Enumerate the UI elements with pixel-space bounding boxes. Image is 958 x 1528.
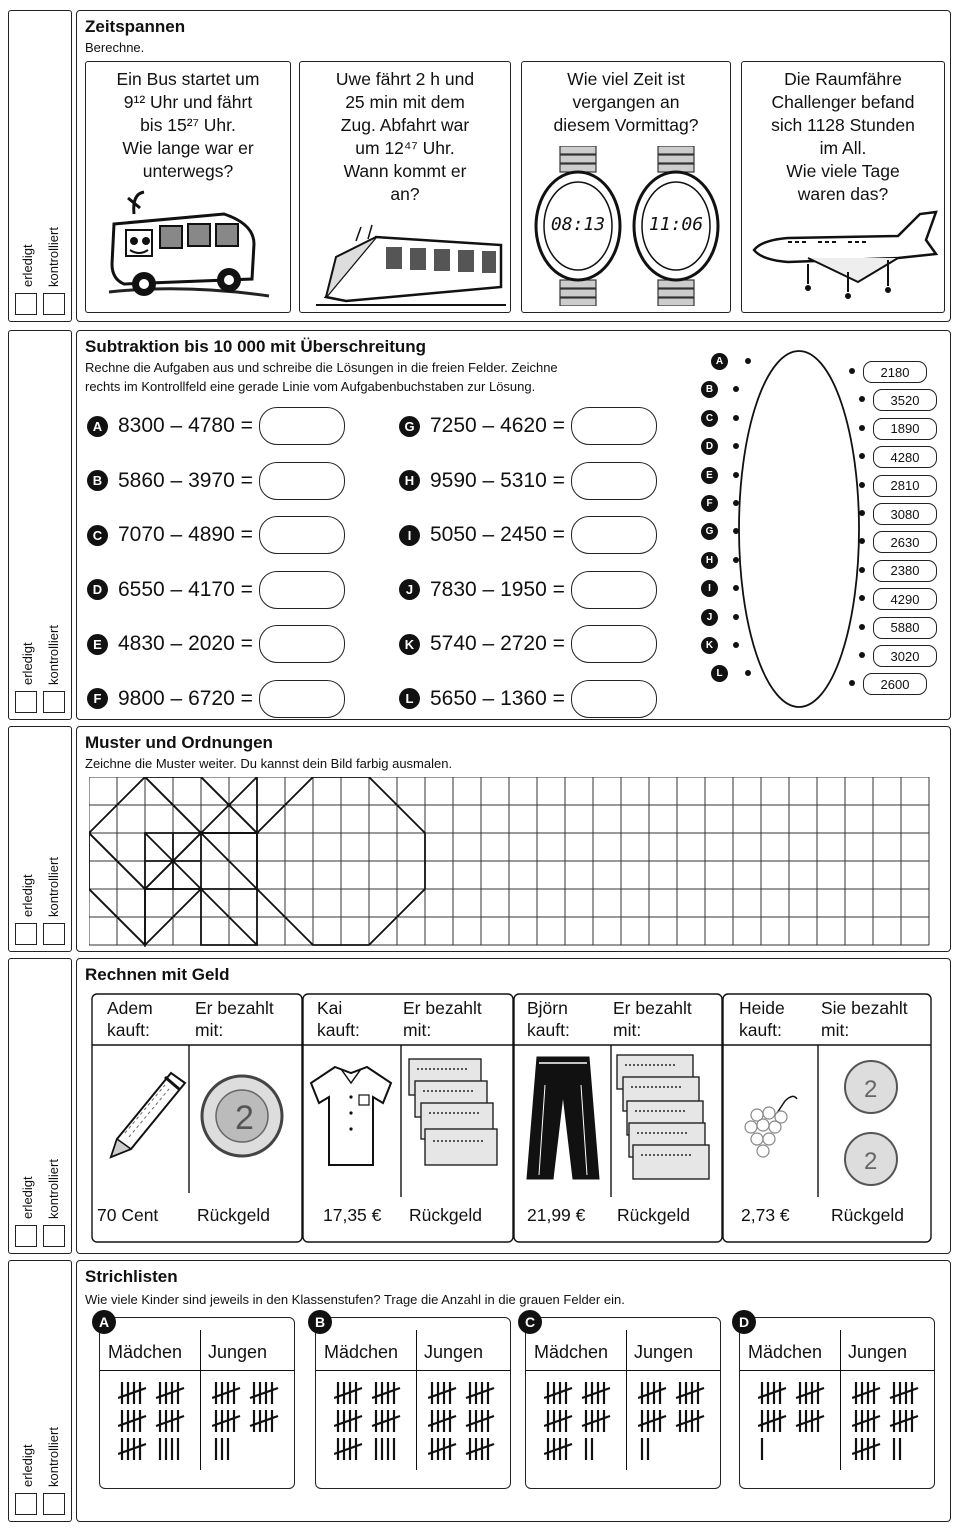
control-letter: D (701, 438, 718, 455)
answer-field[interactable] (571, 407, 657, 445)
two-euro-coin (199, 1073, 285, 1159)
table-divider (416, 1330, 417, 1470)
task-card-train (299, 61, 511, 313)
task-text: Uwe fährt 2 h und 25 min mit dem Zug. Abfahrt war um 12⁴⁷ Uhr. Wann kommt er an? (335, 69, 475, 204)
checked-label: kontrolliert (46, 227, 61, 287)
bus-picture (104, 184, 274, 304)
control-letter: I (701, 580, 718, 597)
train-picture (316, 217, 506, 307)
tally-letter: D (732, 1310, 756, 1334)
control-dot-left[interactable] (733, 500, 739, 506)
task-text: Die Raumfähre Challenger befand sich 1128 Stunden im All. Wie viele Tage waren das? (771, 69, 915, 204)
done-label: erledigt (20, 1444, 35, 1487)
task-row (399, 571, 657, 609)
task-row (399, 407, 657, 445)
pays-label: Er bezahlt mit: (403, 998, 482, 1040)
table-header-line (100, 1370, 294, 1371)
buyer-label: Heide kauft: (739, 998, 785, 1040)
task-row (87, 625, 345, 663)
answer-field[interactable] (571, 625, 657, 663)
change-label: Rückgeld (197, 1205, 270, 1225)
boys-label: Jungen (634, 1342, 694, 1362)
task-expression: 6550 – 4170 = (118, 577, 253, 601)
table-header-line (316, 1370, 510, 1371)
answer-field[interactable] (259, 571, 345, 609)
change-label: Rückgeld (617, 1205, 690, 1225)
pays-label: Er bezahlt mit: (195, 998, 274, 1040)
price-text: 70 Cent (97, 1205, 159, 1225)
money-table (91, 993, 933, 1245)
task-letter: F (87, 688, 108, 709)
answer-field[interactable] (259, 680, 345, 718)
task-text: Ein Bus startet um 9¹² Uhr und fährt bis 15²⁷ Uhr. Wie lange war er unterwegs? (116, 69, 260, 181)
section-title: Subtraktion bis 10 000 mit Überschreitung (85, 337, 427, 356)
boys-tally-marks (638, 1378, 718, 1468)
task-card-watches (521, 61, 731, 313)
price-text: 2,73 € (741, 1205, 790, 1225)
done-checkbox[interactable] (15, 691, 37, 713)
done-checkbox[interactable] (15, 923, 37, 945)
control-dot-left[interactable] (733, 642, 739, 648)
control-letter: K (701, 637, 718, 654)
solution-box: 3080 (873, 503, 937, 525)
task-row (87, 516, 345, 554)
control-letter: L (711, 665, 728, 682)
section-title: Strichlisten (85, 1267, 178, 1286)
task-row (87, 462, 345, 500)
section-subtraktion (76, 330, 951, 720)
checked-checkbox[interactable] (43, 1493, 65, 1515)
girls-label: Mädchen (748, 1342, 823, 1362)
task-expression: 8300 – 4780 = (118, 414, 253, 437)
side-strip-1 (8, 10, 72, 322)
control-dot-left[interactable] (733, 557, 739, 563)
task-letter: C (87, 525, 108, 546)
control-letter: B (701, 381, 718, 398)
control-letter: J (701, 609, 718, 626)
solution-box: 5880 (873, 617, 937, 639)
task-row (87, 680, 345, 718)
answer-field[interactable] (571, 462, 657, 500)
answer-field[interactable] (259, 407, 345, 445)
boys-tally-marks (852, 1378, 932, 1468)
task-expression: 5050 – 2450 = (430, 523, 565, 546)
space-shuttle-picture (748, 202, 942, 306)
checked-checkbox[interactable] (43, 923, 65, 945)
task-letter: L (399, 688, 420, 709)
pattern-grid[interactable] (89, 777, 943, 947)
tally-card (98, 1314, 295, 1489)
task-expression: 7070 – 4890 = (118, 523, 253, 546)
girls-tally-marks (544, 1378, 624, 1468)
task-row (87, 407, 345, 445)
control-dot-right[interactable] (849, 368, 855, 374)
control-field (697, 335, 947, 715)
control-dot-left[interactable] (733, 614, 739, 620)
tally-letter: A (92, 1310, 116, 1334)
done-label: erledigt (20, 244, 35, 287)
answer-field[interactable] (259, 625, 345, 663)
boys-tally-marks (212, 1378, 292, 1468)
control-dot-left[interactable] (733, 415, 739, 421)
section-instruction: Wie viele Kinder sind jeweils in den Klassenstufen? Trage die Anzahl in die grauen Felder ein. (85, 1292, 625, 1307)
solution-box: 3520 (873, 389, 937, 411)
girls-tally-marks (334, 1378, 414, 1468)
tally-card (314, 1314, 511, 1489)
answer-field[interactable] (259, 516, 345, 554)
task-expression: 4830 – 2020 = (118, 632, 253, 655)
section-title: Zeitspannen (85, 17, 186, 36)
girls-label: Mädchen (324, 1342, 399, 1362)
boys-label: Jungen (848, 1342, 908, 1362)
section-instruction-line1: Rechne die Aufgaben aus und schreibe die Lösungen in die freien Felder. Zeichne (85, 360, 558, 375)
control-dot-right[interactable] (859, 624, 865, 630)
control-dot-right[interactable] (859, 425, 865, 431)
task-expression: 5650 – 1360 = (430, 686, 565, 710)
checked-checkbox[interactable] (43, 293, 65, 315)
trousers-picture (523, 1055, 603, 1181)
checked-label: kontrolliert (46, 1427, 61, 1487)
girls-tally-marks (758, 1378, 838, 1468)
watches-picture (530, 146, 724, 306)
solution-box: 2810 (873, 475, 937, 497)
task-card-shuttle (741, 61, 945, 313)
section-geld (76, 958, 951, 1254)
task-expression: 5860 – 3970 = (118, 468, 253, 492)
side-strip-3 (8, 726, 72, 952)
girls-tally-marks (118, 1378, 198, 1468)
task-letter: G (399, 416, 420, 437)
control-letter: G (701, 523, 718, 540)
control-dot-right[interactable] (859, 482, 865, 488)
table-divider (626, 1330, 627, 1470)
shirt-picture (309, 1061, 395, 1171)
section-title: Muster und Ordnungen (85, 733, 273, 752)
solution-box: 2600 (863, 673, 927, 695)
task-letter: I (399, 525, 420, 546)
solution-box: 3020 (873, 645, 937, 667)
buyer-label: Björn kauft: (527, 998, 570, 1040)
solution-box: 1890 (873, 418, 937, 440)
checked-label: kontrolliert (46, 857, 61, 917)
task-letter: J (399, 579, 420, 600)
pays-label: Sie bezahlt mit: (821, 998, 908, 1040)
done-label: erledigt (20, 1176, 35, 1219)
task-expression: 5740 – 2720 = (430, 632, 565, 655)
done-checkbox[interactable] (15, 1493, 37, 1515)
task-letter: D (87, 579, 108, 600)
svg-text:2: 2 (235, 1099, 254, 1137)
control-letter: H (701, 552, 718, 569)
task-expression: 9800 – 6720 = (118, 686, 253, 710)
solution-box: 4280 (873, 446, 937, 468)
answer-field[interactable] (259, 462, 345, 500)
table-header-line (740, 1370, 934, 1371)
section-muster (76, 726, 951, 952)
tally-card (524, 1314, 721, 1489)
change-label: Rückgeld (409, 1205, 482, 1225)
checked-label: kontrolliert (46, 625, 61, 685)
solution-box: 2380 (873, 560, 937, 582)
section-instruction: Zeichne die Muster weiter. Du kannst dein Bild farbig ausmalen. (85, 756, 453, 771)
control-letter: E (701, 467, 718, 484)
control-dot-right[interactable] (859, 510, 865, 516)
watch-time-left: 08:13 (550, 214, 606, 235)
checked-label: kontrolliert (46, 1159, 61, 1219)
boys-label: Jungen (208, 1342, 268, 1362)
watch-time-right: 11:06 (648, 214, 704, 235)
price-text: 21,99 € (527, 1205, 586, 1225)
checked-checkbox[interactable] (43, 1225, 65, 1247)
pays-label: Er bezahlt mit: (613, 998, 692, 1040)
solution-box: 4290 (873, 588, 937, 610)
section-instruction: Berechne. (85, 40, 145, 55)
solution-box: 2180 (863, 361, 927, 383)
task-text: Wie viel Zeit ist vergangen an diesem Vormittag? (553, 69, 699, 135)
five-5-euro-notes (615, 1053, 715, 1183)
done-label: erledigt (20, 642, 35, 685)
side-strip-4 (8, 958, 72, 1254)
task-row (87, 571, 345, 609)
task-letter: K (399, 634, 420, 655)
answer-field[interactable] (571, 571, 657, 609)
task-card-bus (85, 61, 291, 313)
answer-field[interactable] (571, 680, 657, 718)
section-zeitspannen (76, 10, 951, 322)
task-letter: H (399, 470, 420, 491)
done-label: erledigt (20, 874, 35, 917)
task-expression: 7250 – 4620 = (430, 414, 565, 437)
four-5-euro-notes (407, 1057, 499, 1175)
control-letter: C (701, 410, 718, 427)
done-checkbox[interactable] (15, 1225, 37, 1247)
task-letter: E (87, 634, 108, 655)
task-row (399, 680, 657, 718)
two-2-euro-coins (839, 1055, 903, 1195)
task-row (399, 625, 657, 663)
buyer-label: Adem kauft: (107, 998, 153, 1040)
pencil-picture (105, 1063, 191, 1163)
task-letter: A (87, 416, 108, 437)
buyer-label: Kai kauft: (317, 998, 360, 1040)
control-letter: F (701, 495, 718, 512)
price-text: 17,35 € (323, 1205, 382, 1225)
grapes-picture (737, 1089, 807, 1169)
boys-tally-marks (428, 1378, 508, 1468)
checked-checkbox[interactable] (43, 691, 65, 713)
done-checkbox[interactable] (15, 293, 37, 315)
task-row (399, 516, 657, 554)
table-header-line (526, 1370, 720, 1371)
task-expression: 9590 – 5310 = (430, 468, 565, 492)
task-row (399, 462, 657, 500)
control-dot-left[interactable] (745, 358, 751, 364)
change-label: Rückgeld (831, 1205, 904, 1225)
solution-box: 2630 (873, 531, 937, 553)
boys-label: Jungen (424, 1342, 484, 1362)
tally-letter: C (518, 1310, 542, 1334)
table-divider (200, 1330, 201, 1470)
svg-text:2: 2 (864, 1076, 878, 1103)
svg-text:2: 2 (864, 1148, 878, 1175)
girls-label: Mädchen (108, 1342, 183, 1362)
control-dot-right[interactable] (859, 567, 865, 573)
section-strichlisten (76, 1260, 951, 1522)
side-strip-5 (8, 1260, 72, 1522)
tally-letter: B (308, 1310, 332, 1334)
task-letter: B (87, 470, 108, 491)
section-instruction-line2: rechts im Kontrollfeld eine gerade Linie vom Aufgabenbuchstaben zur Lösung. (85, 379, 536, 394)
control-dot-left[interactable] (733, 472, 739, 478)
tally-card (738, 1314, 935, 1489)
control-dot-right[interactable] (859, 652, 865, 658)
task-expression: 7830 – 1950 = (430, 577, 565, 601)
side-strip-2 (8, 330, 72, 720)
table-divider (840, 1330, 841, 1470)
control-letter: A (711, 353, 728, 370)
girls-label: Mädchen (534, 1342, 609, 1362)
answer-field[interactable] (571, 516, 657, 554)
section-title: Rechnen mit Geld (85, 965, 230, 984)
control-oval (729, 343, 869, 715)
